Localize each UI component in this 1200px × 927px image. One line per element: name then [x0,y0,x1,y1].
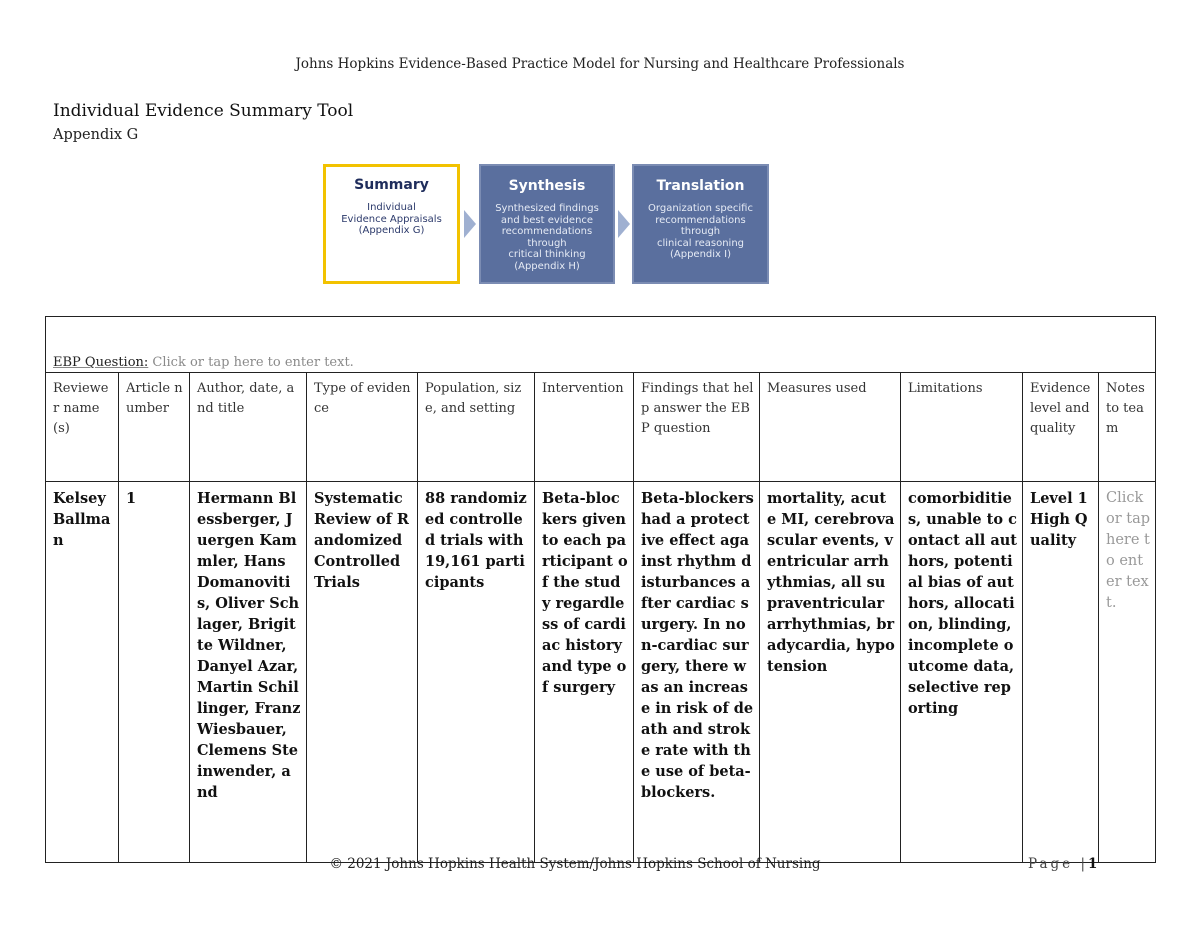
cell-article-number[interactable]: 1 [119,482,190,863]
flow-step-synthesis [479,164,615,284]
header-article-number: Article number [119,373,190,482]
table-row [46,482,1156,863]
header-limitations: Limitations [901,373,1023,482]
header-measures: Measures used [760,373,901,482]
header-intervention: Intervention [535,373,634,482]
ebp-question-field[interactable] [46,317,1156,373]
flow-step-title: Translation [656,178,745,194]
flow-step-text: Synthesized findings and best evidence recommendations through critical thinking (Appendix H) [495,203,599,272]
header-reviewer: Reviewer name(s) [46,373,119,482]
table-header-row [46,373,1156,482]
header-population: Population, size, and setting [418,373,535,482]
flow-step-title: Summary [354,177,429,193]
page-number: 1 [1088,856,1098,872]
ebp-question-label: EBP Question: [53,355,149,370]
header-author: Author, date, and title [190,373,307,482]
footer-copyright: © 2021 Johns Hopkins Health System/Johns Hopkins School of Nursing [329,856,821,872]
footer-page-number [1028,856,1097,872]
cell-intervention[interactable]: Beta-blockers given to each participant of the study regardless of cardiac history and type of surgery [535,482,634,863]
question-row [46,317,1156,373]
header-evidence-level: Evidence level and quality [1023,373,1099,482]
cell-reviewer[interactable]: Kelsey Ballman [46,482,119,863]
flow-step-summary [323,164,460,284]
cell-population[interactable]: 88 randomized controlled trials with 19,161 participants [418,482,535,863]
process-flow-diagram [323,164,769,284]
cell-author[interactable]: Hermann Blessberger, Juergen Kammler, Hans Domanovitis, Oliver Schlager, Brigitte Wildner, Danyel Azar, Martin Schillinger, Franz Wiesbauer, Clemens Steinwender, and [190,482,307,863]
header-findings: Findings that help answer the EBP question [634,373,760,482]
document-subtitle: Appendix G [53,127,139,143]
page-header: Johns Hopkins Evidence-Based Practice Model for Nursing and Healthcare Professionals [295,56,905,72]
flow-step-title: Synthesis [508,178,586,194]
cell-limitations[interactable]: comorbidities, unable to contact all authors, potential bias of authors, allocation, blinding, incomplete outcome data, selective reporting [901,482,1023,863]
document-title: Individual Evidence Summary Tool [53,101,354,121]
header-notes: Notes to team [1099,373,1156,482]
flow-step-translation [632,164,769,284]
cell-findings[interactable]: Beta-blockers had a protective effect against rhythm disturbances after cardiac surgery. In non-cardiac surgery, there was an increase in risk of death and stroke rate with the use of beta-blockers. [634,482,760,863]
flow-arrow-icon [618,210,630,238]
flow-arrow-icon [464,210,476,238]
header-type: Type of evidence [307,373,418,482]
ebp-question-placeholder[interactable]: Click or tap here to enter text. [152,355,354,370]
cell-notes-placeholder[interactable]: Click or tap here to enter text. [1099,482,1156,863]
cell-evidence-level[interactable]: Level 1 High Quality [1023,482,1099,863]
flow-step-text: Individual Evidence Appraisals (Appendix G) [341,202,442,237]
cell-measures[interactable]: mortality, acute MI, cerebrovascular events, ventricular arrhythmias, all supraventricular arrhythmias, bradycardia, hypotension [760,482,901,863]
cell-type[interactable]: Systematic Review of Randomized Controlled Trials [307,482,418,863]
page-label: Page | [1028,856,1088,872]
evidence-summary-table [45,316,1156,863]
flow-step-text: Organization specific recommendations through clinical reasoning (Appendix I) [648,203,753,261]
